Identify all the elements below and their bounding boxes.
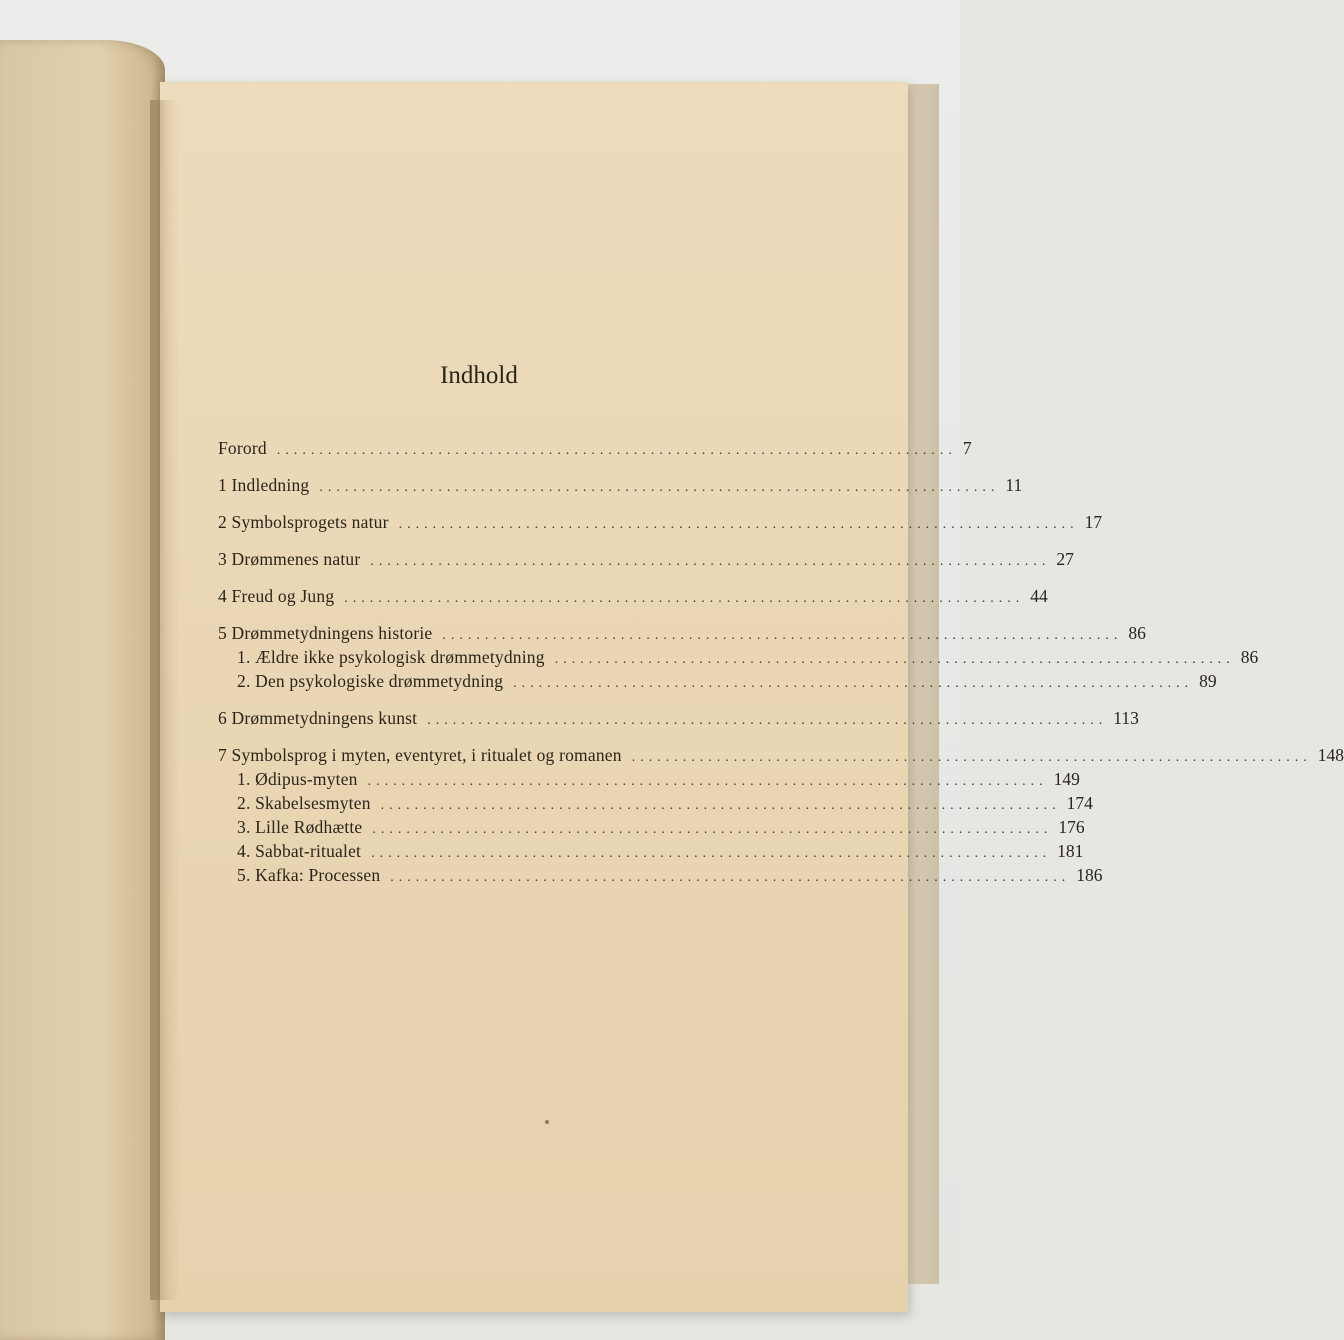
toc-entry-title: 5. Kafka: Processen bbox=[237, 865, 381, 885]
toc-page-number: 113 bbox=[1113, 708, 1139, 728]
toc-page-number: 86 bbox=[1128, 623, 1146, 643]
toc-page-number: 17 bbox=[1084, 512, 1103, 532]
toc-entry-title: Forord bbox=[218, 438, 267, 458]
toc-entry-title: 2. Den psykologiske drømmetydning bbox=[237, 671, 504, 691]
toc-heading bbox=[0, 362, 960, 390]
toc-page-number: 7 bbox=[962, 438, 972, 458]
toc-leader-dots: ................................................................................ bbox=[370, 554, 1051, 569]
toc-leader-dots: ................................................................................ bbox=[442, 628, 1123, 643]
toc-leader-dots: ................................................................................ bbox=[344, 591, 1025, 606]
toc-entry-title: 4. Sabbat-ritualet bbox=[237, 841, 362, 861]
toc-entry-title: 1. Ældre ikke psykologisk drømmetydning bbox=[237, 647, 545, 667]
toc-leader-dots: ................................................................................ bbox=[390, 870, 1071, 885]
toc-entry-title: 1. Ødipus-myten bbox=[237, 769, 358, 789]
table-of-contents bbox=[218, 436, 1344, 887]
toc-entry bbox=[218, 743, 1344, 767]
toc-leader-dots: ................................................................................ bbox=[513, 676, 1194, 691]
toc-leader-dots: ................................................................................ bbox=[372, 822, 1053, 837]
toc-entry bbox=[218, 510, 1103, 534]
toc-subentry bbox=[218, 645, 1259, 669]
toc-subentry bbox=[218, 791, 1093, 815]
toc-entry-title: 6 Drømmetydningens kunst bbox=[218, 708, 418, 728]
toc-page-number: 186 bbox=[1076, 865, 1103, 885]
toc-subentry bbox=[218, 767, 1080, 791]
toc-entry-title: 4 Freud og Jung bbox=[218, 586, 335, 606]
toc-entry-title: 3 Drømmenes natur bbox=[218, 549, 361, 569]
toc-entry bbox=[218, 547, 1074, 571]
paper-speck bbox=[545, 1120, 549, 1124]
toc-subentry bbox=[218, 669, 1217, 693]
toc-subentry bbox=[218, 839, 1084, 863]
left-page bbox=[0, 40, 165, 1340]
toc-leader-dots: ................................................................................ bbox=[380, 798, 1061, 813]
toc-leader-dots: ................................................................................ bbox=[367, 774, 1048, 789]
toc-page-number: 176 bbox=[1058, 817, 1085, 837]
toc-leader-dots: ................................................................................ bbox=[554, 652, 1235, 667]
toc-entry bbox=[218, 473, 1023, 497]
toc-entry bbox=[218, 621, 1146, 645]
toc-entry-title: 2 Symbolsprogets natur bbox=[218, 512, 389, 532]
toc-leader-dots: ................................................................................ bbox=[631, 750, 1312, 765]
toc-leader-dots: ................................................................................ bbox=[276, 443, 957, 458]
toc-entry bbox=[218, 436, 972, 460]
toc-subentry bbox=[218, 815, 1085, 839]
toc-entry-title: 5 Drømmetydningens historie bbox=[218, 623, 433, 643]
toc-entry-title: 7 Symbolsprog i myten, eventyret, i ritualet og romanen bbox=[218, 745, 622, 765]
toc-leader-dots: ................................................................................ bbox=[398, 517, 1079, 532]
toc-subentry bbox=[218, 863, 1103, 887]
toc-entry-title: 1 Indledning bbox=[218, 475, 310, 495]
toc-page-number: 27 bbox=[1056, 549, 1074, 569]
toc-page-number: 149 bbox=[1053, 769, 1080, 789]
toc-leader-dots: ................................................................................ bbox=[371, 846, 1052, 861]
toc-leader-dots: ................................................................................ bbox=[427, 713, 1108, 728]
toc-page-number: 148 bbox=[1317, 745, 1344, 765]
toc-page-number: 11 bbox=[1005, 475, 1023, 495]
toc-entry bbox=[218, 706, 1139, 730]
toc-page-number: 44 bbox=[1030, 586, 1048, 606]
toc-page-number: 174 bbox=[1066, 793, 1093, 813]
toc-page-number: 181 bbox=[1057, 841, 1084, 861]
toc-entry-title: 3. Lille Rødhætte bbox=[237, 817, 363, 837]
toc-page-number: 89 bbox=[1199, 671, 1217, 691]
toc-heading-text: Indhold bbox=[440, 362, 518, 389]
toc-leader-dots: ................................................................................ bbox=[319, 480, 1000, 495]
book-gutter bbox=[150, 100, 180, 1300]
toc-entry-title: 2. Skabelsesmyten bbox=[237, 793, 371, 813]
toc-page-number: 86 bbox=[1240, 647, 1259, 667]
toc-entry bbox=[218, 584, 1048, 608]
